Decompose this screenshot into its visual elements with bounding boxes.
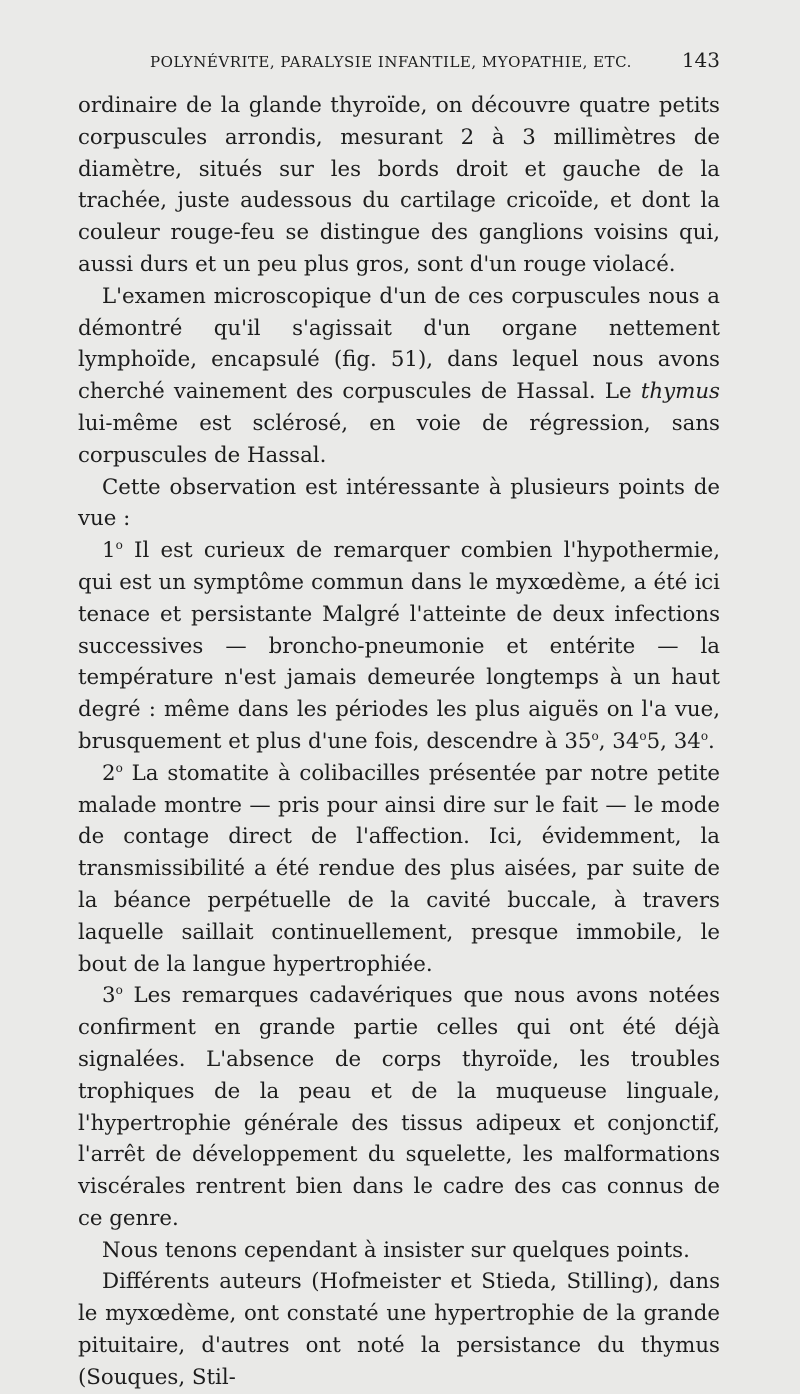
paragraph-4	[78, 535, 720, 758]
paragraph-4-text: Il est curieux de remarquer combien l'hypothermie, qui est un symptôme commun dans le myxœdème, a été ici tenace et persistante Malgré l'atteinte de deux infections successives — broncho-pneumonie et entérite — la température n'est jamais demeurée longtemps à un haut degré : même dans les périodes les plus aiguës on l'a vue, brusquement et plus d'une fois, descendre à 35	[78, 538, 720, 754]
paragraph-4-text-4: .	[708, 728, 715, 754]
paragraph-6-text: Les remarques cadavériques que nous avons notées confirment en grande partie celles qui ont été déjà signalées. L'absence de corps thyroïde, les troubles trophiques de la peau et de la muqueuse linguale, l'hypertrophie générale des tissus adipeux et conjonctif, l'arrêt de développement du squelette, les malformations viscérales rentrent bien dans le cadre des cas connus de ce genre.	[78, 983, 720, 1231]
degree-sign: o	[700, 728, 709, 743]
thymus-term: thymus	[640, 379, 720, 405]
body-text	[78, 90, 720, 1394]
paragraph-4-text-3: 5, 34	[646, 728, 701, 754]
paragraph-2	[78, 281, 720, 472]
degree-sign: o	[591, 728, 599, 743]
item-2-number: 2	[102, 760, 116, 786]
paragraph-8: Différents auteurs (Hofmeister et Stieda, Stilling), dans le myxœdème, ont constaté une hypertrophie de la grande pituitaire, d'autres ont noté la persistance du thymus (Souques, Stil-	[78, 1269, 720, 1390]
degree-sign: o	[115, 538, 123, 553]
degree-sign: o	[115, 983, 123, 998]
paragraph-5-text: La stomatite à colibacilles présentée par notre petite malade montre — pris pour ainsi dire sur le fait — le mode de contage direct de l'affection. Ici, évidemment, la transmissibilité a été rendue des plus aisées, par suite de la béance perpétuelle de la cavité buccale, à travers laquelle saillait continuellement, presque immobile, le bout de la langue hypertrophiée.	[78, 760, 720, 977]
paragraph-4-text-2: , 34	[598, 728, 640, 754]
paragraph-3: Cette observation est intéressante à plusieurs points de vue :	[78, 474, 720, 532]
page-number: 143	[681, 48, 720, 72]
degree-sign: o	[639, 728, 647, 743]
paragraph-5	[78, 758, 720, 981]
paragraph-2-part-b: lui-même est sclérosé, en voie de régression, sans corpuscules de Hassal.	[78, 410, 720, 468]
page-header	[150, 48, 720, 78]
paragraph-6	[78, 980, 720, 1234]
running-head: POLYNÉVRITE, PARALYSIE INFANTILE, MYOPATHIE, ETC.	[150, 53, 632, 71]
paragraph-1: ordinaire de la glande thyroïde, on découvre quatre petits corpuscules arrondis, mesurant 2 à 3 millimètres de diamètre, situés sur les bords droit et gauche de la trachée, juste audessous du cartilage cricoïde, et dont la couleur rouge-feu se distingue des ganglions voisins qui, aussi durs et un peu plus gros, sont d'un rouge violacé.	[78, 93, 720, 277]
paragraph-7: Nous tenons cependant à insister sur quelques points.	[102, 1237, 690, 1263]
item-1-number: 1	[102, 538, 116, 564]
degree-sign: o	[115, 760, 123, 775]
paragraph-2-part-a: L'examen microscopique d'un de ces corpuscules nous a démontré qu'il s'agissait d'un organe nettement lymphoïde, encapsulé (fig. 51), dans lequel nous avons cherché vainement des corpuscules de Hassal. Le	[78, 283, 720, 405]
item-3-number: 3	[102, 983, 116, 1009]
